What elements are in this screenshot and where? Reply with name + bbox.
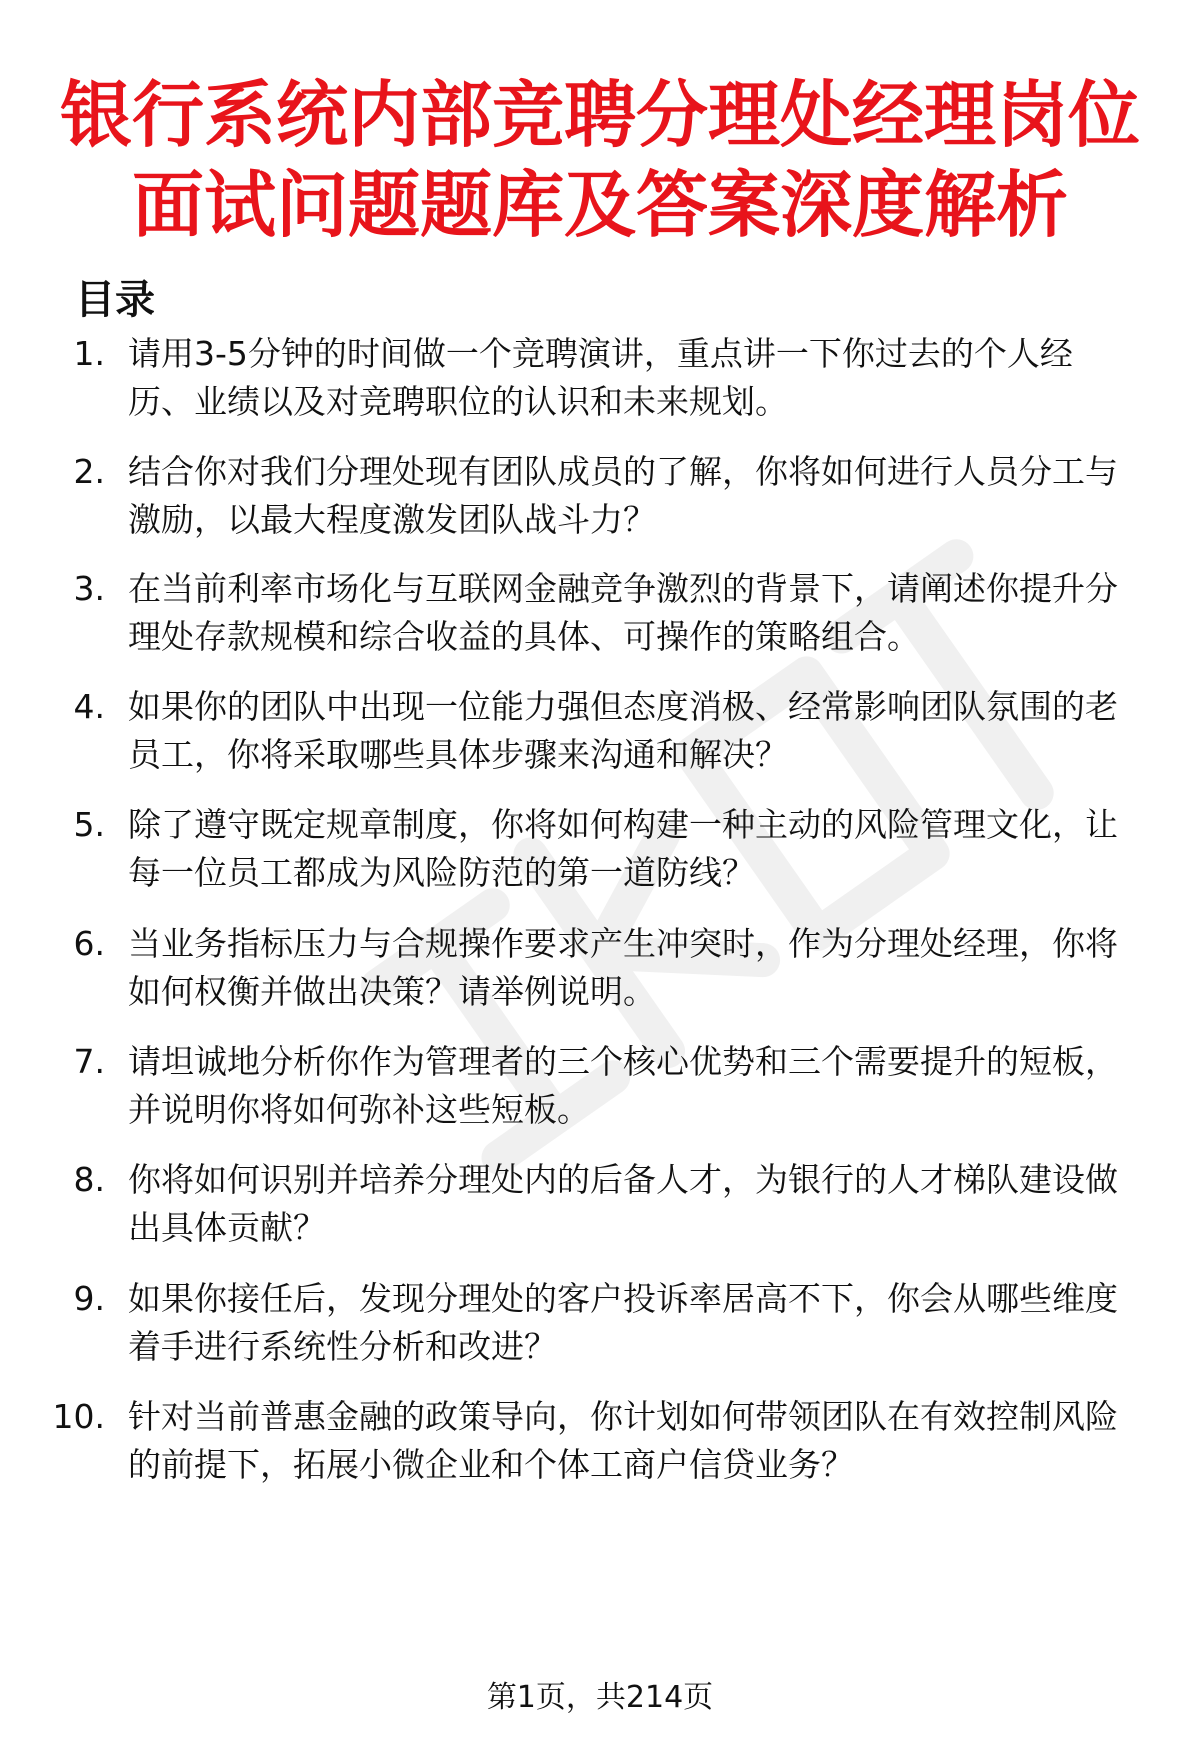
toc-item-number: 7. [73, 1042, 105, 1081]
toc-item-number: 1. [73, 334, 105, 373]
toc-item-text: 你将如何识别并培养分理处内的后备人才，为银行的人才梯队建设做出具体贡献？ [128, 1160, 1118, 1247]
toc-item-text: 结合你对我们分理处现有团队成员的了解，你将如何进行人员分工与激励，以最大程度激发团队战斗力？ [128, 452, 1118, 539]
toc-item [0, 330, 1200, 430]
toc-item [0, 683, 1200, 783]
document-title [0, 70, 1200, 250]
toc-item-text: 当业务指标压力与合规操作要求产生冲突时，作为分理处经理，你将如何权衡并做出决策？请举例说明。 [128, 924, 1118, 1011]
toc-item [0, 920, 1200, 1020]
toc-item-number: 10. [52, 1397, 105, 1436]
document-title-line-1: 银行系统内部竞聘分理处经理岗位 [59, 73, 1140, 157]
toc-item-text: 如果你接任后，发现分理处的客户投诉率居高不下，你会从哪些维度着手进行系统性分析和改进？ [128, 1279, 1118, 1366]
toc-item-text: 在当前利率市场化与互联网金融竞争激烈的背景下，请阐述你提升分理处存款规模和综合收益的具体、可操作的策略组合。 [128, 569, 1118, 656]
toc-item-text: 除了遵守既定规章制度，你将如何构建一种主动的风险管理文化，让每一位员工都成为风险防范的第一道防线？ [128, 805, 1118, 892]
toc-item-number: 3. [73, 569, 105, 608]
toc-item-text: 请用3-5分钟的时间做一个竞聘演讲，重点讲一下你过去的个人经历、业绩以及对竞聘职位的认识和未来规划。 [128, 334, 1073, 421]
toc-item [0, 801, 1200, 901]
document-title-line-2: 面试问题题库及答案深度解析 [131, 163, 1068, 247]
toc-item [0, 1038, 1200, 1138]
toc-item [0, 1275, 1200, 1375]
toc-item-text: 如果你的团队中出现一位能力强但态度消极、经常影响团队氛围的老员工，你将采取哪些具体步骤来沟通和解决？ [128, 687, 1118, 774]
toc-item [0, 1156, 1200, 1256]
toc-item-number: 6. [73, 924, 105, 963]
toc-item-text: 请坦诚地分析你作为管理者的三个核心优势和三个需要提升的短板，并说明你将如何弥补这些短板。 [128, 1042, 1118, 1129]
toc-item-text: 针对当前普惠金融的政策导向，你计划如何带领团队在有效控制风险的前提下，拓展小微企业和个体工商户信贷业务？ [128, 1397, 1118, 1484]
toc-heading: 目录 [75, 277, 155, 323]
toc-item [0, 1393, 1200, 1493]
toc-item-number: 2. [73, 452, 105, 491]
page-number-footer: 第1页，共214页 [486, 1680, 714, 1715]
toc-item [0, 565, 1200, 665]
toc-item-number: 9. [73, 1279, 105, 1318]
toc-item-number: 4. [73, 687, 105, 726]
toc-item-number: 5. [73, 805, 105, 844]
toc-item-number: 8. [73, 1160, 105, 1199]
toc-item [0, 448, 1200, 548]
